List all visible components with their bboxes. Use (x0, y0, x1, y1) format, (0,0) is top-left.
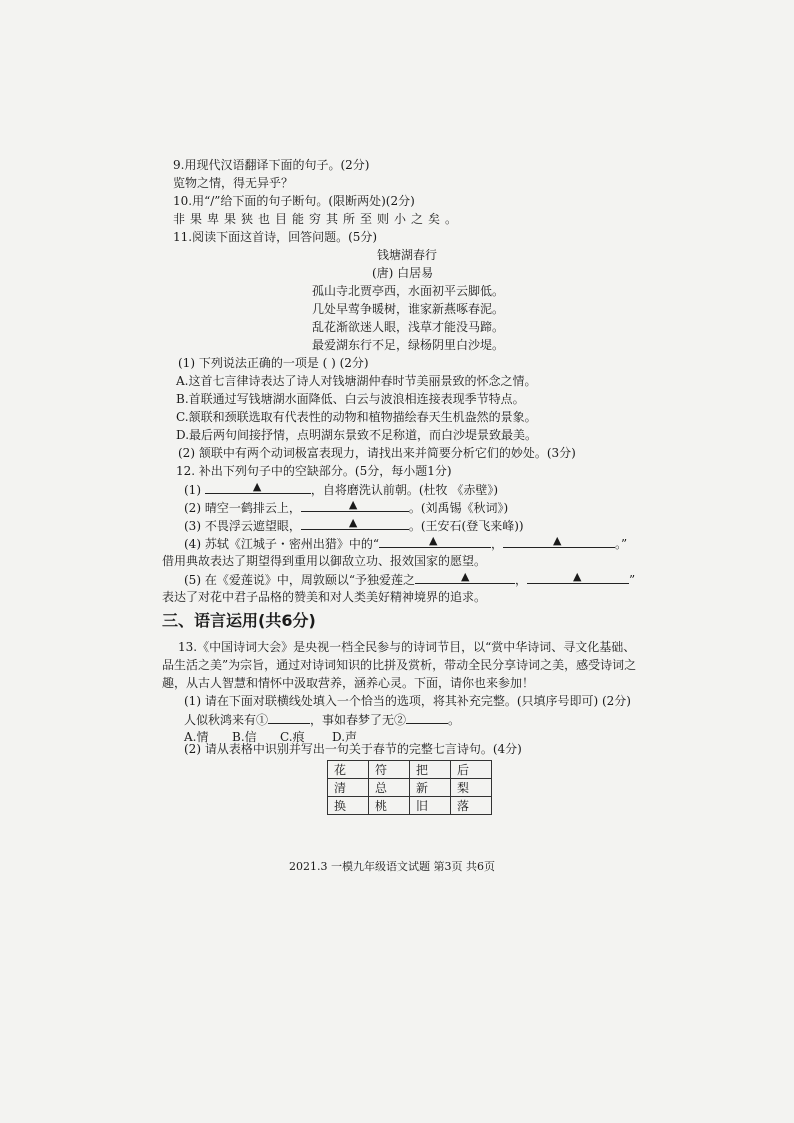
couplet: 人似秋鸿来有① ，事如春梦了无② 。 (184, 713, 461, 727)
q12-item1: (1) ▲ ，自将磨洗认前朝。(杜牧 《赤壁》) (184, 480, 499, 497)
q11-option-a: A.这首七言律诗表达了诗人对钱塘湖仲春时节美丽景致的怀念之情。 (176, 374, 537, 388)
answer-blank[interactable]: ▲ (301, 517, 409, 530)
character-grid (327, 760, 492, 815)
q11-sub2: (2) 颔联中有两个动词极富表现力，请找出来并简要分析它们的妙处。(3分) (178, 446, 576, 460)
grid-cell: 后 (451, 761, 492, 779)
answer-blank[interactable]: ▲ (205, 481, 311, 494)
q10-sentence: 非果卑果狭也目能穷其所至则小之矣。 (173, 212, 463, 226)
grid-cell: 梨 (451, 779, 492, 797)
grid-row (328, 797, 492, 815)
answer-blank[interactable]: ▲ (301, 499, 409, 512)
answer-blank[interactable]: ▲ (415, 571, 515, 584)
q13-sub1: (1) 请在下面对联横线处填入一个恰当的选项，将其补充完整。(只填序号即可) (2分) (184, 694, 631, 708)
answer-blank[interactable]: ▲ (527, 571, 629, 584)
q11-option-b: B.首联通过写钱塘湖水面降低、白云与波浪相连接表现季节特点。 (176, 392, 525, 406)
q12-title: 12. 补出下列句子中的空缺部分。(5分，每小题1分) (176, 464, 452, 478)
q11-sub1: (1) 下列说法正确的一项是 ( ) (2分) (178, 356, 369, 370)
answer-blank[interactable] (406, 711, 448, 724)
grid-cell: 把 (410, 761, 451, 779)
q13-intro-line: 品生活之美”为宗旨，通过对诗词知识的比拼及赏析，带动全民分享诗词之美，感受诗词之 (162, 658, 637, 672)
q13-sub2: (2) 请从表格中识别并写出一句关于春节的完整七言诗句。(4分) (184, 742, 522, 756)
poem-author: (唐) 白居易 (372, 266, 434, 280)
q13-options: A.情 B.信 C.痕 D.声 (184, 730, 358, 744)
section-heading: 三、语言运用(共6分) (162, 611, 316, 630)
page-footer: 2021.3 一模九年级语文试题 第3页 共6页 (289, 860, 495, 873)
grid-cell: 花 (328, 761, 369, 779)
grid-cell: 桃 (369, 797, 410, 815)
q12-item5: (5) 在《爱莲说》中，周敦颐以“予独爱莲之 ▲ ， ▲ ” (184, 570, 636, 587)
q11-option-c: C.颔联和颈联选取有代表性的动物和植物描绘春天生机盎然的景象。 (176, 410, 537, 424)
q13-intro-line: 趣，从古人智慧和情怀中汲取营养，涵养心灵。下面，请你也来参加！ (162, 676, 535, 690)
q12-item4: (4) 苏轼《江城子・密州出猎》中的“ ▲ ， ▲ 。” (184, 534, 628, 551)
grid-cell: 落 (451, 797, 492, 815)
poem-line: 乱花渐欲迷人眼，浅草才能没马蹄。 (312, 320, 505, 334)
grid-cell: 总 (369, 779, 410, 797)
answer-blank[interactable]: ▲ (379, 535, 491, 548)
poem-line: 几处早莺争暖树，谁家新燕啄春泥。 (312, 302, 505, 316)
q11-title: 11.阅读下面这首诗，回答问题。(5分) (173, 230, 378, 244)
q12-item2: (2) 晴空一鹤排云上， ▲ 。(刘禹锡《秋词》) (184, 498, 509, 515)
q12-item5-line2: 表达了对花中君子品格的赞美和对人类美好精神境界的追求。 (162, 590, 487, 604)
q12-item4-line2: 借用典故表达了期望得到重用以御敌立功、报效国家的愿望。 (162, 554, 487, 568)
q9-sentence: 览物之情，得无异乎？ (173, 176, 294, 190)
grid-row (328, 761, 492, 779)
poem-line: 孤山寺北贾亭西，水面初平云脚低。 (312, 284, 505, 298)
q10-title: 10.用“/”给下面的句子断句。(限断两处)(2分) (173, 194, 415, 208)
grid-cell: 符 (369, 761, 410, 779)
answer-blank[interactable] (268, 711, 310, 724)
grid-cell: 清 (328, 779, 369, 797)
q11-option-d: D.最后两句间接抒情，点明湖东景致不足称道，而白沙堤景致最美。 (176, 428, 538, 442)
q13-intro-line: 13.《中国诗词大会》是央视一档全民参与的诗词节目，以“赏中华诗词、寻文化基础、 (178, 640, 636, 654)
grid-row (328, 779, 492, 797)
grid-cell: 新 (410, 779, 451, 797)
q9-title: 9.用现代汉语翻译下面的句子。(2分) (173, 158, 370, 172)
grid-cell: 旧 (410, 797, 451, 815)
poem-title: 钱塘湖春行 (377, 248, 438, 262)
poem-line: 最爱湖东行不足，绿杨阴里白沙堤。 (312, 338, 505, 352)
grid-cell: 换 (328, 797, 369, 815)
q12-item3: (3) 不畏浮云遮望眼， ▲ 。(王安石(登飞来峰)) (184, 516, 524, 533)
answer-blank[interactable]: ▲ (503, 535, 615, 548)
